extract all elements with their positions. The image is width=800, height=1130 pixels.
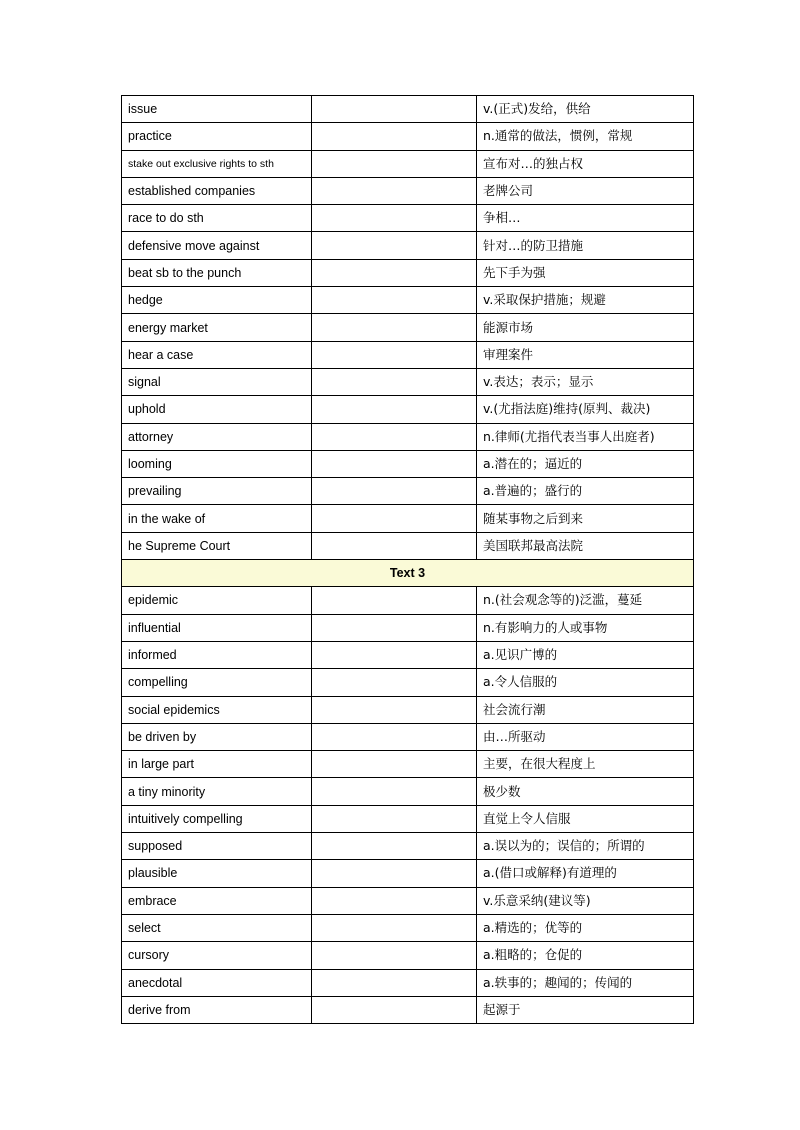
definition-cell: n.(社会观念等的)泛滥，蔓延 — [477, 587, 694, 614]
term-cell: intuitively compelling — [122, 805, 312, 832]
table-row — [122, 833, 694, 860]
definition-cell: 社会流行潮 — [477, 696, 694, 723]
table-row — [122, 860, 694, 887]
table-row — [122, 641, 694, 668]
term-cell: signal — [122, 368, 312, 395]
definition-cell: 老牌公司 — [477, 177, 694, 204]
blank-cell — [312, 396, 477, 423]
table-row — [122, 696, 694, 723]
definition-cell: 能源市场 — [477, 314, 694, 341]
term-cell: hedge — [122, 287, 312, 314]
blank-cell — [312, 996, 477, 1023]
term-cell: influential — [122, 614, 312, 641]
table-row — [122, 368, 694, 395]
table-row — [122, 423, 694, 450]
definition-cell: 起源于 — [477, 996, 694, 1023]
term-cell: race to do sth — [122, 205, 312, 232]
term-cell: epidemic — [122, 587, 312, 614]
term-cell: cursory — [122, 942, 312, 969]
table-row — [122, 587, 694, 614]
definition-cell: 针对…的防卫措施 — [477, 232, 694, 259]
term-cell: stake out exclusive rights to sth — [122, 150, 312, 177]
term-cell: be driven by — [122, 723, 312, 750]
term-cell: compelling — [122, 669, 312, 696]
definition-cell: 直觉上令人信服 — [477, 805, 694, 832]
definition-cell: v.乐意采纳(建议等) — [477, 887, 694, 914]
definition-cell: a.(借口或解释)有道理的 — [477, 860, 694, 887]
definition-cell: a.潜在的；逼近的 — [477, 450, 694, 477]
definition-cell: n.律师(尤指代表当事人出庭者) — [477, 423, 694, 450]
definition-cell: v.(尤指法庭)维持(原判、裁决) — [477, 396, 694, 423]
table-row — [122, 887, 694, 914]
blank-cell — [312, 614, 477, 641]
blank-cell — [312, 205, 477, 232]
table-row — [122, 996, 694, 1023]
table-row — [122, 969, 694, 996]
term-cell: practice — [122, 123, 312, 150]
section-title: Text 3 — [122, 560, 694, 587]
blank-cell — [312, 341, 477, 368]
term-cell: in the wake of — [122, 505, 312, 532]
term-cell: he Supreme Court — [122, 532, 312, 559]
blank-cell — [312, 696, 477, 723]
definition-cell: a.粗略的；仓促的 — [477, 942, 694, 969]
term-cell: attorney — [122, 423, 312, 450]
table-row — [122, 177, 694, 204]
term-cell: social epidemics — [122, 696, 312, 723]
blank-cell — [312, 287, 477, 314]
table-row — [122, 505, 694, 532]
table-row — [122, 669, 694, 696]
term-cell: plausible — [122, 860, 312, 887]
definition-cell: a.普遍的；盛行的 — [477, 478, 694, 505]
blank-cell — [312, 778, 477, 805]
term-cell: energy market — [122, 314, 312, 341]
definition-cell: v.表达；表示；显示 — [477, 368, 694, 395]
blank-cell — [312, 805, 477, 832]
blank-cell — [312, 969, 477, 996]
table-row — [122, 205, 694, 232]
table-row — [122, 341, 694, 368]
blank-cell — [312, 833, 477, 860]
table-row — [122, 314, 694, 341]
table-row — [122, 532, 694, 559]
blank-cell — [312, 314, 477, 341]
definition-cell: a.精选的；优等的 — [477, 914, 694, 941]
term-cell: uphold — [122, 396, 312, 423]
blank-cell — [312, 177, 477, 204]
term-cell: beat sb to the punch — [122, 259, 312, 286]
definition-cell: v.(正式)发给，供给 — [477, 96, 694, 123]
blank-cell — [312, 423, 477, 450]
term-cell: in large part — [122, 751, 312, 778]
blank-cell — [312, 723, 477, 750]
definition-cell: n.通常的做法，惯例，常规 — [477, 123, 694, 150]
vocabulary-table-body — [122, 96, 694, 1024]
table-row — [122, 751, 694, 778]
term-cell: supposed — [122, 833, 312, 860]
definition-cell: n.有影响力的人或事物 — [477, 614, 694, 641]
definition-cell: 主要，在很大程度上 — [477, 751, 694, 778]
table-row — [122, 614, 694, 641]
definition-cell: 争相… — [477, 205, 694, 232]
definition-cell: v.采取保护措施；规避 — [477, 287, 694, 314]
table-row — [122, 396, 694, 423]
definition-cell: 宣布对…的独占权 — [477, 150, 694, 177]
table-row — [122, 914, 694, 941]
blank-cell — [312, 478, 477, 505]
term-cell: prevailing — [122, 478, 312, 505]
table-row — [122, 478, 694, 505]
term-cell: established companies — [122, 177, 312, 204]
term-cell: informed — [122, 641, 312, 668]
term-cell: issue — [122, 96, 312, 123]
term-cell: looming — [122, 450, 312, 477]
table-row — [122, 942, 694, 969]
blank-cell — [312, 232, 477, 259]
definition-cell: 美国联邦最高法院 — [477, 532, 694, 559]
term-cell: derive from — [122, 996, 312, 1023]
definition-cell: a.轶事的；趣闻的；传闻的 — [477, 969, 694, 996]
table-row — [122, 232, 694, 259]
term-cell: select — [122, 914, 312, 941]
section-header-row — [122, 560, 694, 587]
blank-cell — [312, 96, 477, 123]
definition-cell: 审理案件 — [477, 341, 694, 368]
blank-cell — [312, 942, 477, 969]
blank-cell — [312, 505, 477, 532]
blank-cell — [312, 368, 477, 395]
blank-cell — [312, 532, 477, 559]
definition-cell: a.见识广博的 — [477, 641, 694, 668]
blank-cell — [312, 860, 477, 887]
blank-cell — [312, 150, 477, 177]
definition-cell: 极少数 — [477, 778, 694, 805]
table-row — [122, 150, 694, 177]
blank-cell — [312, 123, 477, 150]
table-row — [122, 96, 694, 123]
definition-cell: 随某事物之后到来 — [477, 505, 694, 532]
blank-cell — [312, 887, 477, 914]
table-row — [122, 287, 694, 314]
blank-cell — [312, 587, 477, 614]
vocabulary-table — [121, 95, 694, 1024]
table-row — [122, 778, 694, 805]
table-row — [122, 723, 694, 750]
blank-cell — [312, 259, 477, 286]
blank-cell — [312, 751, 477, 778]
term-cell: anecdotal — [122, 969, 312, 996]
definition-cell: 由…所驱动 — [477, 723, 694, 750]
term-cell: a tiny minority — [122, 778, 312, 805]
definition-cell: a.令人信服的 — [477, 669, 694, 696]
definition-cell: 先下手为强 — [477, 259, 694, 286]
blank-cell — [312, 669, 477, 696]
term-cell: hear a case — [122, 341, 312, 368]
table-row — [122, 805, 694, 832]
blank-cell — [312, 914, 477, 941]
table-row — [122, 123, 694, 150]
blank-cell — [312, 641, 477, 668]
term-cell: defensive move against — [122, 232, 312, 259]
table-row — [122, 450, 694, 477]
table-row — [122, 259, 694, 286]
definition-cell: a.误以为的；误信的；所谓的 — [477, 833, 694, 860]
blank-cell — [312, 450, 477, 477]
term-cell: embrace — [122, 887, 312, 914]
